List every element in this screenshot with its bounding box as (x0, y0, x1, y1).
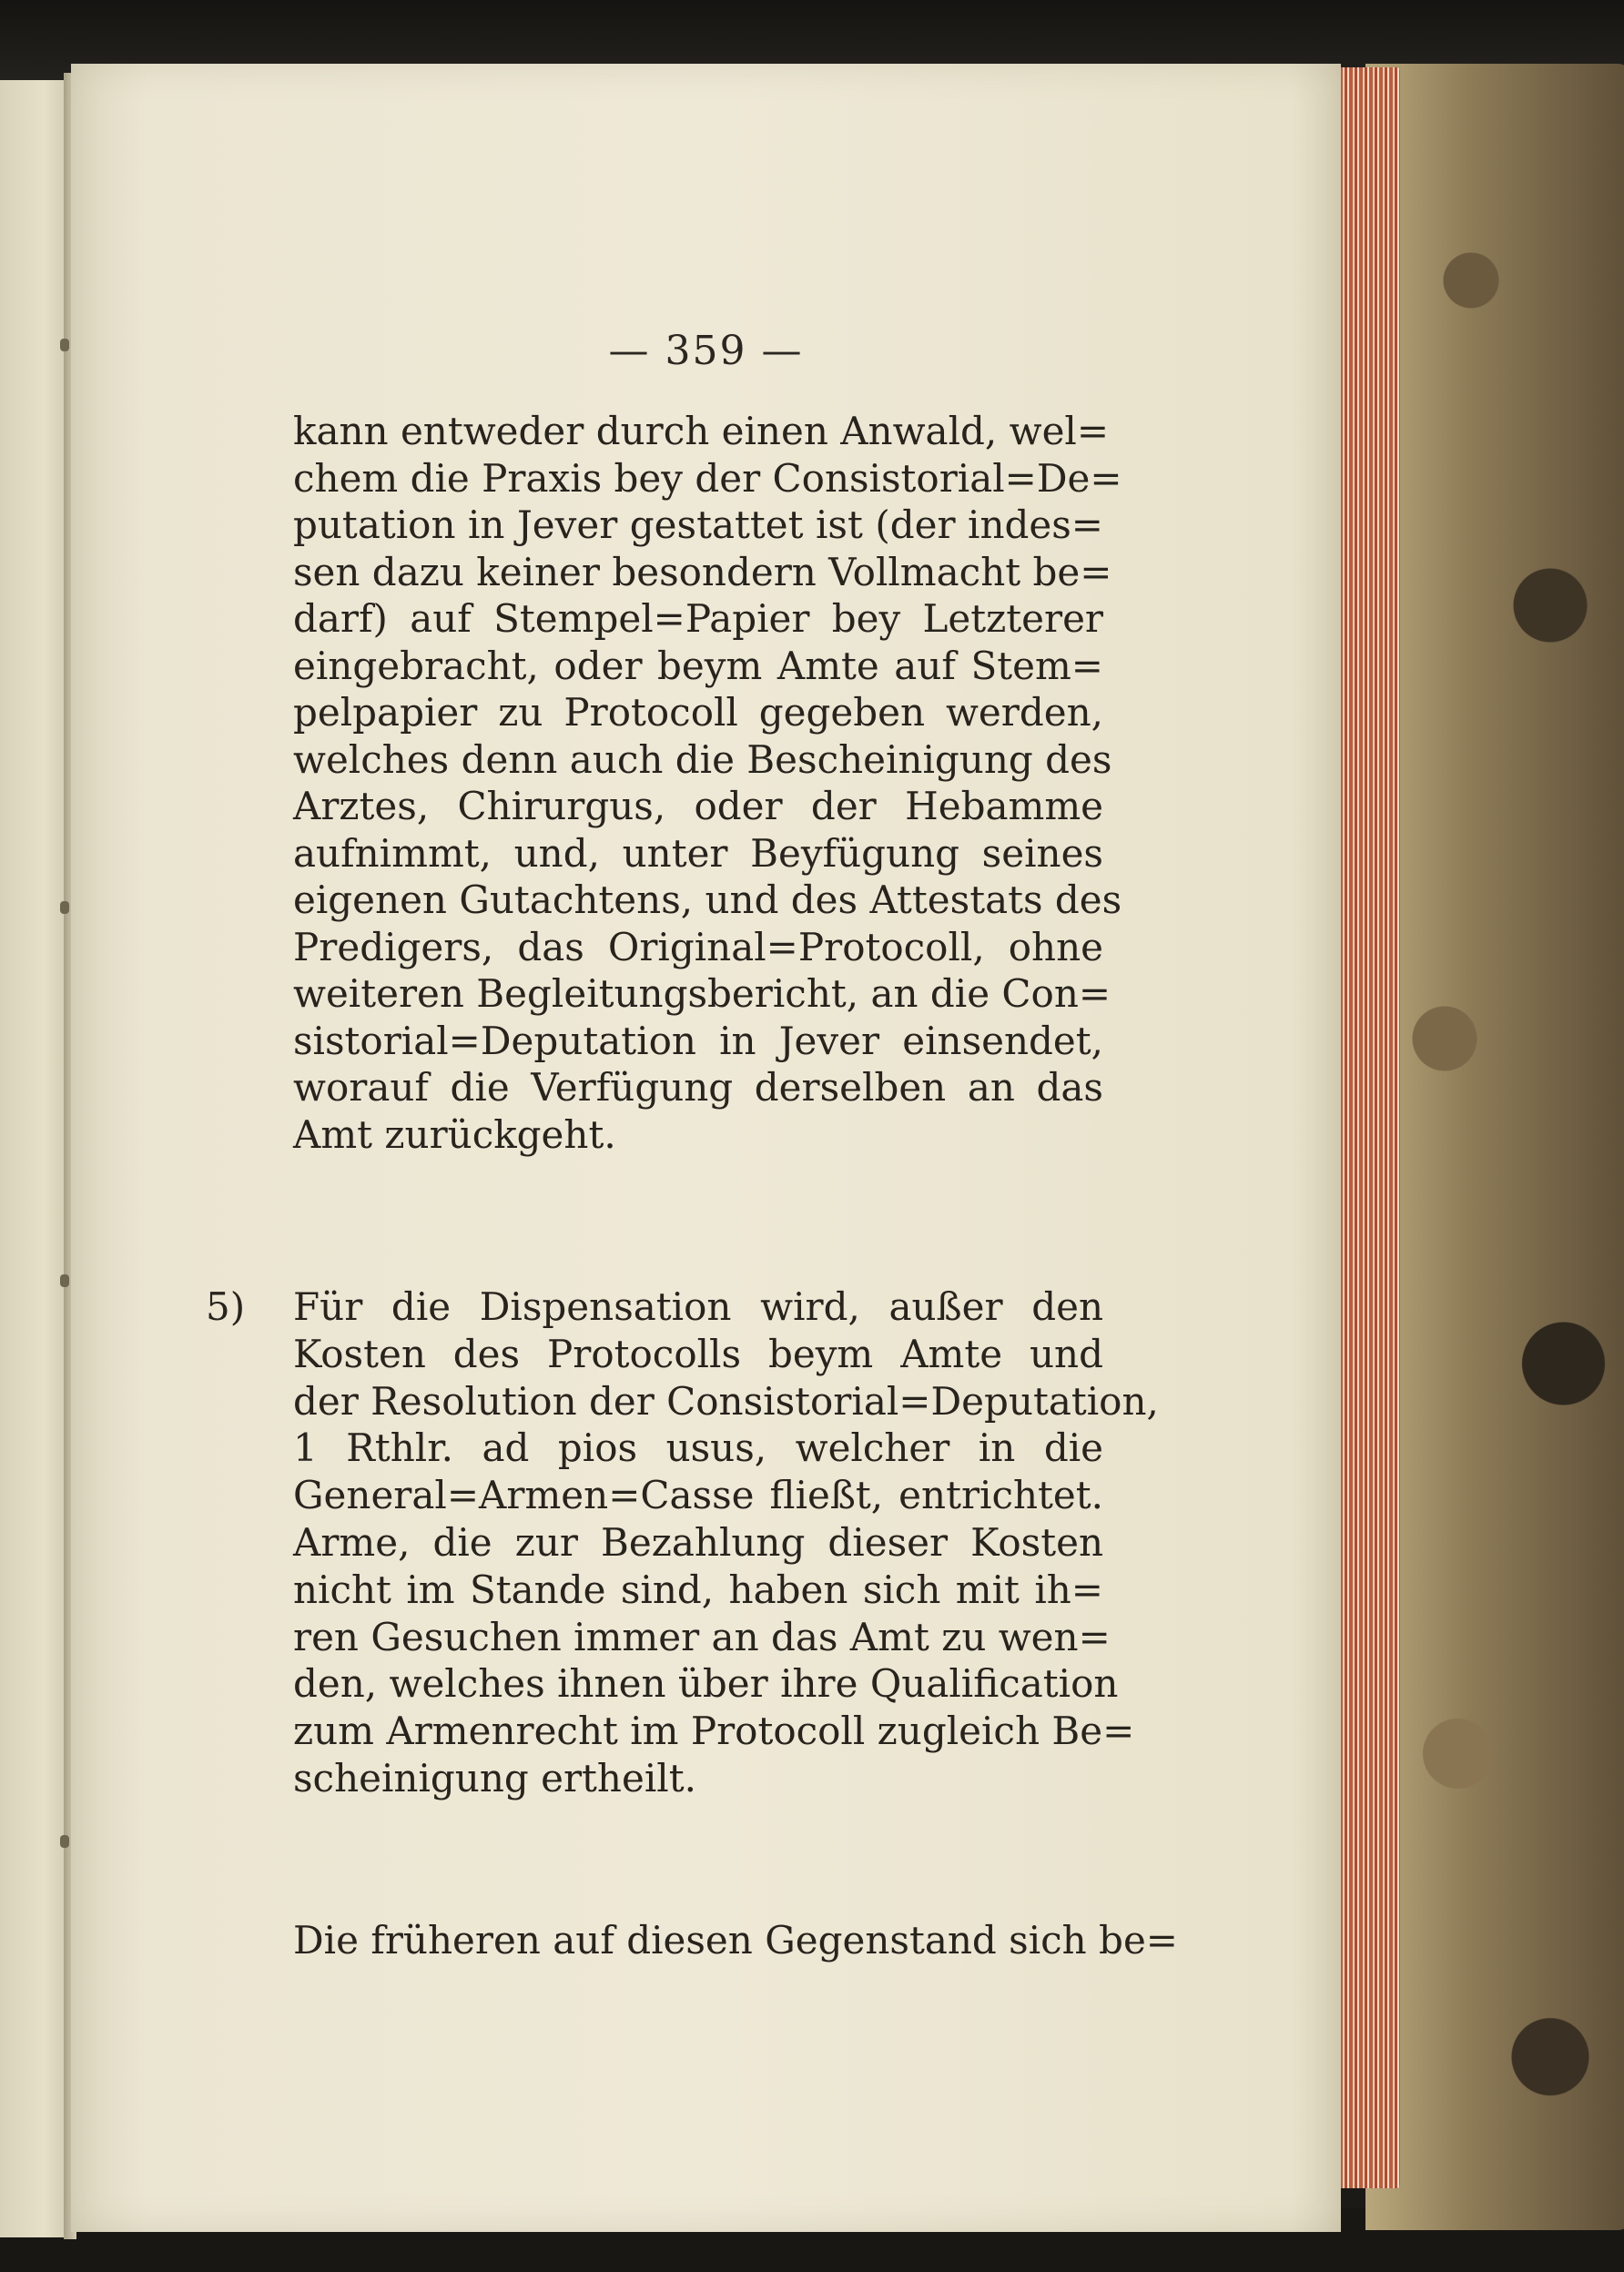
text-line: nicht im Stande sind, haben sich mit ih= (293, 1567, 1103, 1612)
text-line: scheinigung ertheilt. (293, 1755, 696, 1800)
text-line: darf) auf Stempel=Papier bey Letzterer (293, 596, 1103, 641)
text-line: Arztes, Chirurgus, oder der Hebamme (293, 784, 1103, 828)
closing-line (293, 1917, 1178, 1964)
text-line: sistorial=Deputation in Jever einsendet, (293, 1018, 1103, 1063)
page-number-header: — 359 — (608, 328, 804, 374)
numbered-item (206, 1283, 1159, 1802)
text-line: eingebracht, oder beym Amte auf Stem= (293, 643, 1103, 688)
book-page (71, 64, 1341, 2232)
binding-stitch (60, 1835, 69, 1848)
text-line: den, welches ihnen über ihre Qualification (293, 1661, 1119, 1707)
text-line: Arme, die zur Bezahlung dieser Kosten (293, 1519, 1103, 1565)
text-line: Kosten des Protocolls beym Amte und (293, 1331, 1103, 1376)
text-line: General=Armen=Casse fließt, entrichtet. (293, 1473, 1103, 1518)
binding-stitch (60, 1274, 69, 1287)
text-line: aufnimmt, und, unter Beyfügung seines (293, 830, 1103, 876)
text-line: weiteren Begleitungsbericht, an die Con= (293, 971, 1111, 1016)
main-paragraph (293, 408, 1122, 1158)
book-cover-marbled (1365, 64, 1624, 2230)
binding-stitch (60, 339, 69, 351)
text-line: der Resolution der Consistorial=Deputation, (293, 1378, 1159, 1424)
text-line: Amt zurückgeht. (293, 1111, 616, 1157)
text-line: putation in Jever gestattet ist (der indes= (293, 502, 1103, 547)
item-number: 5) (206, 1284, 246, 1329)
text-line: pelpapier zu Protocoll gegeben werden, (293, 690, 1103, 735)
text-line: Predigers, das Original=Protocoll, ohne (293, 924, 1103, 969)
text-line: welches denn auch die Bescheinigung des (293, 736, 1112, 782)
text-line: zum Armenrecht im Protocoll zugleich Be= (293, 1709, 1135, 1754)
text-line: kann entweder durch einen Anwald, wel= (293, 409, 1110, 453)
text-line: ren Gesuchen immer an das Amt zu wen= (293, 1614, 1111, 1659)
text-line: chem die Praxis bey der Consistorial=De= (293, 455, 1122, 501)
text-line: 1 Rthlr. ad pios usus, welcher in die (293, 1425, 1103, 1471)
text-line: Für die Dispensation wird, außer den (293, 1284, 1103, 1329)
item-text (271, 1283, 1159, 1802)
text-line: sen dazu keiner besondern Vollmacht be= (293, 549, 1112, 594)
binding-stitch (60, 901, 69, 914)
text-line: eigenen Gutachtens, und des Attestats des (293, 877, 1122, 922)
text-line: Die früheren auf diesen Gegenstand sich be= (293, 1918, 1178, 1963)
text-line: worauf die Verfügung derselben an das (293, 1065, 1103, 1110)
